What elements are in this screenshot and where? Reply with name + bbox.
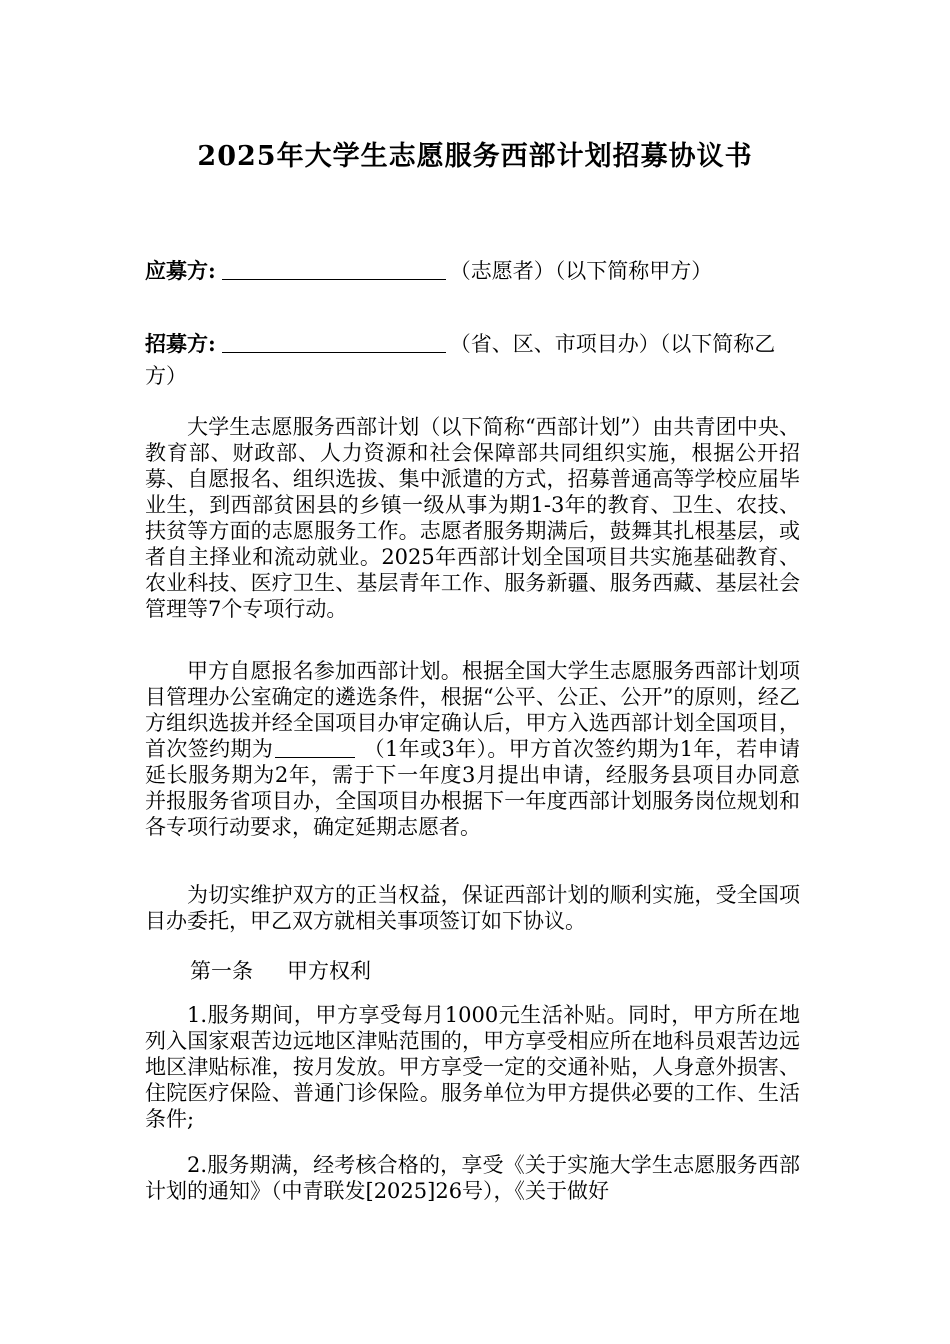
- agreement-paragraph: 为切实维护双方的正当权益，保证西部计划的顺利实施，受全国项目办委托，甲乙双方就相关事项签订如下协议。: [145, 883, 800, 933]
- selection-paragraph: [145, 658, 800, 840]
- document-title: 2025年大学生志愿服务西部计划招募协议书: [197, 141, 753, 172]
- applicant-line: [145, 255, 805, 287]
- term-length-blank[interactable]: [275, 737, 355, 758]
- selection-text-before: 甲方自愿报名参加西部计划。根据全国大学生志愿服务西部计划项目管理办公室确定的遴选条件，根据“公平、公正、公开”的原则，经乙方组织选拔并经全国项目办审定确认后，甲方入选西部计划全国项目，首次签约期为: [145, 659, 800, 761]
- article-1-heading: [190, 958, 371, 984]
- article-1-title: 甲方权利: [287, 959, 371, 983]
- applicant-name-blank[interactable]: [222, 259, 446, 280]
- recruiter-line: [145, 328, 805, 392]
- recruiter-label: 招募方:: [145, 331, 216, 356]
- applicant-suffix: （志愿者）（以下简称甲方）: [449, 259, 713, 283]
- applicant-label: 应募方:: [145, 258, 216, 283]
- article-1-number: 第一条: [190, 959, 253, 983]
- intro-paragraph: 大学生志愿服务西部计划（以下简称“西部计划”）由共青团中央、教育部、财政部、人力资源和社会保障部共同组织实施，根据公开招募、自愿报名、组织选拔、集中派遣的方式，招募普通高等学校应届毕业生，到西部贫困县的乡镇一级从事为期1-3年的教育、卫生、农技、扶贫等方面的志愿服务工作。志愿者服务期满后，鼓舞其扎根基层，或者自主择业和流动就业。2025年西部计划全国项目共实施基础教育、农业科技、医疗卫生、基层青年工作、服务新疆、服务西藏、基层社会管理等7个专项行动。: [145, 415, 800, 621]
- selection-text-after: （1年或3年）。甲方首次签约期为1年，若申请延长服务期为2年，需于下一年度3月提出申请，经服务县项目办同意并报服务省项目办，全国项目办根据下一年度西部计划服务岗位规划和各专项行动要求，确定延期志愿者。: [145, 737, 800, 839]
- article-1-item-1: 1.服务期间，甲方享受每月1000元生活补贴。同时，甲方所在地列入国家艰苦边远地区津贴范围的，甲方享受相应所在地科员艰苦边远地区津贴标准，按月发放。甲方享受一定的交通补贴，人身意外损害、住院医疗保险、普通门诊保险。服务单位为甲方提供必要的工作、生活条件;: [145, 1003, 800, 1131]
- recruiter-name-blank[interactable]: [222, 332, 446, 353]
- recruiter-suffix: （省、区、市项目办）（以下简称乙方）: [145, 332, 776, 388]
- article-1-item-2: 2.服务期满，经考核合格的，享受《关于实施大学生志愿服务西部计划的通知》（中青联发[2025]26号），《关于做好: [145, 1153, 800, 1203]
